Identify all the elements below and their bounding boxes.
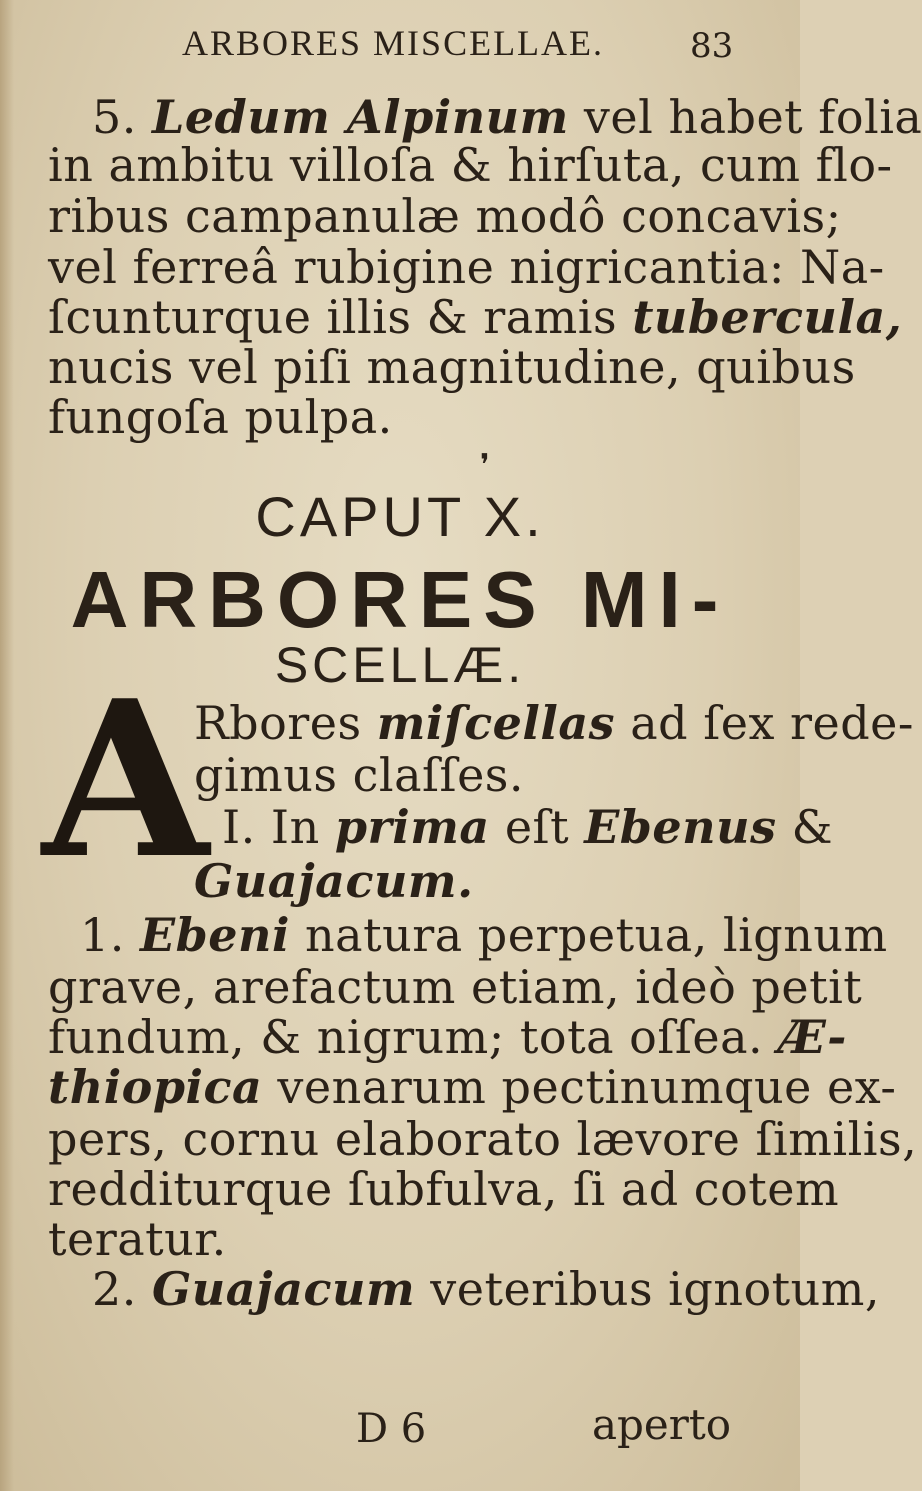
text-line [92, 1262, 880, 1316]
text-line: teratur. [48, 1212, 227, 1266]
catchword: aperto [592, 1400, 732, 1449]
chapter-title-line-1: ARBORES MI- [70, 555, 730, 644]
line-text: veteribus ignotum, [415, 1262, 880, 1316]
text-line [48, 1060, 897, 1114]
line-text: & [776, 800, 834, 854]
text-line [194, 696, 914, 750]
text-line: ribus campanulæ modô concavis; [48, 189, 842, 243]
text-line [48, 290, 903, 344]
text-line: redditurque ſubfulva, ſi ad cotem [48, 1162, 840, 1216]
italic-term: miſcellas [376, 696, 616, 750]
text-line [48, 1010, 847, 1064]
italic-term: Æ- [778, 1010, 847, 1064]
line-text: fundum, & nigrum; tota oſſea. [48, 1010, 779, 1064]
item-number: 5. [92, 90, 137, 144]
line-text: I. In [222, 800, 335, 854]
drop-cap: A [42, 653, 209, 906]
text-line: vel ferreâ rubigine nigricantia: Na- [48, 240, 885, 294]
item-number: 2. [92, 1262, 153, 1316]
signature-mark: D 6 [356, 1406, 427, 1452]
italic-term: thiopica [48, 1060, 263, 1114]
text-line: grave, arefactum etiam, ideò petit [48, 960, 863, 1014]
italic-term: Ebenus [584, 800, 777, 854]
item-number: 1. [80, 908, 141, 962]
text-line: in ambitu villoſa & hirſuta, cum flo- [48, 138, 893, 192]
chapter-title-line-2: SCELLÆ. [274, 637, 526, 693]
chapter-number: CAPUT X. [255, 485, 545, 548]
text-line: Guajacum. [194, 854, 474, 908]
text-line: fungoſa pulpa. [48, 390, 393, 444]
text-line: gimus claſſes. [194, 748, 525, 802]
text-line [222, 800, 834, 854]
line-text: ſcunturque illis & ramis [48, 290, 633, 344]
line-text: eſt [489, 800, 585, 854]
italic-term: Ebeni [140, 908, 290, 962]
page-number: 83 [690, 26, 734, 66]
line-text: venarum pectinumque ex- [262, 1060, 897, 1114]
line-text: natura perpetua, lignum [289, 908, 888, 962]
line-text: ad ſex rede- [615, 696, 914, 750]
italic-term: tubercula, [632, 290, 903, 344]
text-line [80, 908, 888, 962]
text-line: pers, cornu elaborato lævore ſimilis, [48, 1112, 918, 1166]
plant-name: Ledum Alpinum [152, 90, 569, 144]
line-text: vel habet folia [568, 90, 922, 144]
italic-term: Guajacum [152, 1262, 416, 1316]
italic-term: prima [334, 800, 490, 854]
printer-mark: ❜ [480, 448, 490, 483]
running-title: ARBORES MISCELLAE. [182, 23, 605, 63]
text-line: nucis vel piſi magnitudine, quibus [48, 340, 856, 394]
line-text: Rbores [194, 696, 377, 750]
text-line [92, 90, 922, 144]
